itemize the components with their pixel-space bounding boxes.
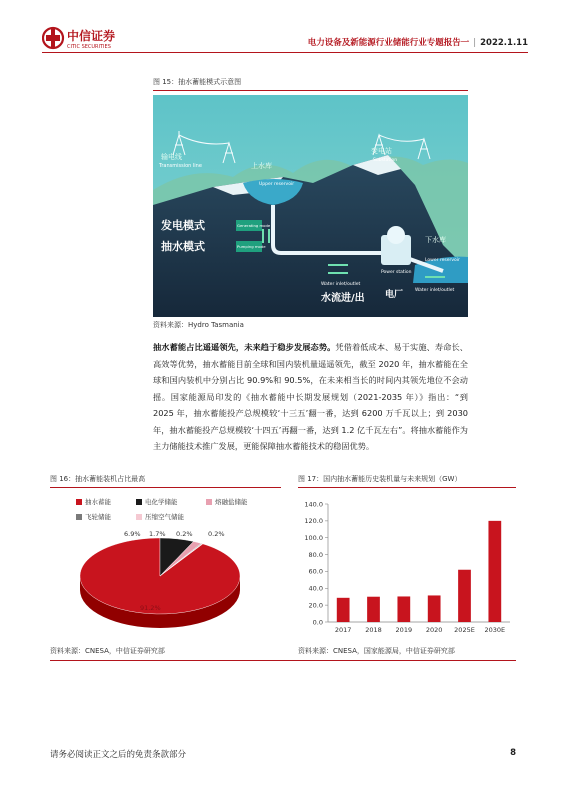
- legend-swatch: [136, 499, 142, 505]
- figures-bottom-rule: [50, 660, 516, 661]
- pie-data-label: 0.2%: [176, 530, 193, 538]
- figure16-source: 资料来源：CNESA，中信证券研究部: [50, 647, 165, 655]
- y-tick-label: 100.0: [304, 534, 323, 543]
- legend-swatch: [76, 499, 82, 505]
- legend-item-compressed-air: 压缩空气储能: [136, 512, 184, 521]
- label-water-inlet-en: Water inlet/outlet: [321, 282, 361, 287]
- label-power-station-cn: 电厂: [385, 290, 404, 300]
- label-water-inlet-en-2: Water inlet/outlet: [415, 288, 455, 293]
- report-date: 2022.1.11: [480, 38, 528, 48]
- x-tick-label: 2020: [425, 626, 443, 634]
- y-tick-label: 40.0: [308, 584, 323, 593]
- figure16-pie-chart: [50, 528, 281, 642]
- figure17-bar-chart: [298, 494, 516, 640]
- figure17-caption: 图 17：国内抽水蓄能历史装机量与未来规划（GW）: [298, 474, 516, 488]
- figure17-source: 资料来源：CNESA，国家能源局，中信证券研究部: [298, 647, 455, 655]
- label-transmission-en: Transmission line: [159, 163, 202, 169]
- bar: [428, 595, 441, 622]
- label-upper-reservoir-en: Upper reservoir: [259, 182, 295, 187]
- legend-swatch: [206, 499, 212, 505]
- figure15-illustration: [153, 95, 468, 317]
- label-substation-cn: 变电站: [371, 147, 392, 155]
- pie-data-label: 0.2%: [208, 530, 225, 538]
- legend-swatch: [136, 514, 142, 520]
- x-tick-label: 2030E: [484, 626, 506, 634]
- figure16-caption: 图 16：抽水蓄能装机占比最高: [50, 474, 281, 488]
- report-title: 电力设备及新能源行业储能行业专题报告一: [307, 38, 470, 48]
- figure15-source: 资料来源：Hydro Tasmania: [153, 321, 244, 329]
- y-tick-label: 60.0: [308, 567, 323, 576]
- header-separator: |: [473, 38, 477, 48]
- pie-data-label: 6.9%: [124, 530, 141, 538]
- pie-data-label: 91.2%: [139, 604, 161, 613]
- header-rule: [42, 52, 528, 53]
- bar: [458, 570, 471, 622]
- label-pumping-en: Pumping mode: [237, 244, 266, 249]
- label-generation-mode: 发电模式: [161, 219, 205, 232]
- y-tick-label: 0.0: [312, 618, 323, 627]
- citic-emblem-icon: [43, 28, 63, 48]
- x-tick-label: 2017: [334, 626, 352, 634]
- label-generating-en: Generating mode: [237, 223, 271, 228]
- bar: [397, 596, 410, 622]
- footer-disclaimer: 请务必阅读正文之后的免责条款部分: [50, 750, 187, 760]
- header-title: [308, 36, 528, 48]
- label-pumping-mode: 抽水模式: [161, 240, 205, 253]
- pie-data-label: 1.7%: [149, 530, 166, 538]
- legend-item-pumped-hydro: 抽水蓄能: [76, 497, 111, 506]
- figure15-caption: 图 15：抽水蓄能模式示意图: [153, 77, 468, 91]
- bar: [337, 598, 350, 622]
- page-number: 8: [510, 748, 516, 758]
- label-transmission-cn: 输电线: [161, 153, 182, 161]
- citic-logo: [42, 26, 142, 52]
- label-power-station-en: Power station: [381, 270, 412, 275]
- legend-swatch: [76, 514, 82, 520]
- logo-en: CITIC SECURITIES: [67, 44, 111, 50]
- body-paragraph: [153, 339, 468, 455]
- paragraph-body: 凭借着低成本、易于实施、寿命长、高效等优势，抽水蓄能目前全球和国内装机量遥遥领先，截至 2020 年，抽水蓄能在全球和国内装机中分别占比 90.9%和 90.5%，在未来相当长的时间内其领先地位不会动摇。国家能源局印发的《抽水蓄能中长期发展规划（2021-2035 年）》指出：“到 2025 年，抽水蓄能投产总规模较‘十三五’翻一番，达到 6200 万千瓦以上；到 2030 年，抽水蓄能投产总规模较‘十四五’再翻一番，达到 1.2 亿千瓦左右”。将抽水蓄能作为主力储能技术推广发展，更能保障抽水蓄能技术的稳固优势。: [153, 342, 468, 451]
- label-substation-en: Substation: [373, 158, 398, 163]
- legend-item-flywheel: 飞轮储能: [76, 512, 111, 521]
- y-tick-label: 140.0: [304, 500, 323, 509]
- x-tick-label: 2019: [395, 626, 413, 634]
- label-lower-reservoir-en: Lower reservoir: [425, 258, 460, 263]
- bar: [488, 521, 501, 622]
- x-tick-label: 2018: [365, 626, 382, 634]
- bar: [367, 597, 380, 622]
- label-water-in-out: 水流进/出: [321, 293, 365, 304]
- paragraph-lead: 抽水蓄能占比遥遥领先，未来趋于稳步发展态势。: [153, 342, 336, 352]
- label-upper-reservoir-cn: 上水库: [251, 162, 272, 170]
- legend-item-electrochemical: 电化学储能: [136, 497, 178, 506]
- x-tick-label: 2025E: [454, 626, 475, 634]
- label-lower-reservoir-cn: 下水库: [425, 236, 446, 244]
- y-tick-label: 120.0: [304, 517, 323, 526]
- y-tick-label: 80.0: [308, 550, 323, 559]
- logo-cn: 中信证券: [67, 29, 116, 43]
- y-tick-label: 20.0: [308, 601, 323, 610]
- legend-item-molten-salt: 熔融盐储能: [206, 497, 248, 506]
- figure16-legend: [60, 497, 280, 527]
